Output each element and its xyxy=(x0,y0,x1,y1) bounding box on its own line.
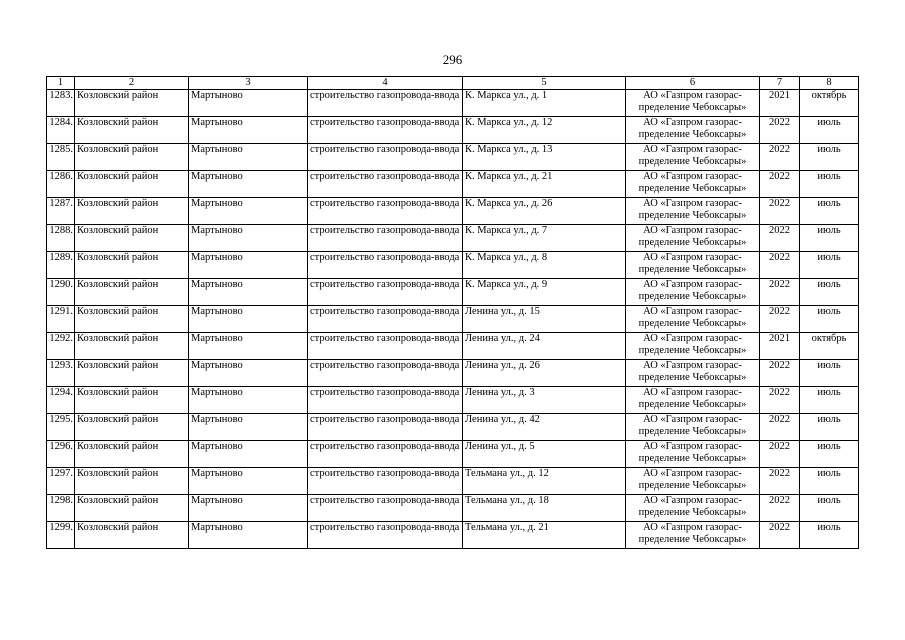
month-cell: июль xyxy=(800,468,859,495)
organization-cell: АО «Газпром газорас-пределение Чебоксары» xyxy=(626,441,760,468)
month-cell: июль xyxy=(800,117,859,144)
district-cell: Козловский район xyxy=(75,522,189,549)
work-type-cell: строительство газопровода-ввода xyxy=(308,360,463,387)
gasification-table xyxy=(46,76,859,549)
year-cell: 2022 xyxy=(760,414,800,441)
work-type-cell: строительство газопровода-ввода xyxy=(308,90,463,117)
address-cell: Тельмана ул., д. 12 xyxy=(463,468,626,495)
locality-cell: Мартыново xyxy=(189,306,308,333)
district-cell: Козловский район xyxy=(75,414,189,441)
year-cell: 2021 xyxy=(760,90,800,117)
address-cell: К. Маркса ул., д. 12 xyxy=(463,117,626,144)
district-cell: Козловский район xyxy=(75,117,189,144)
table-row xyxy=(47,387,859,414)
work-type-cell: строительство газопровода-ввода xyxy=(308,441,463,468)
district-cell: Козловский район xyxy=(75,171,189,198)
locality-cell: Мартыново xyxy=(189,279,308,306)
month-cell: июль xyxy=(800,522,859,549)
column-header: 3 xyxy=(189,77,308,90)
row-number: 1294. xyxy=(47,387,75,414)
work-type-cell: строительство газопровода-ввода xyxy=(308,495,463,522)
year-cell: 2022 xyxy=(760,360,800,387)
locality-cell: Мартыново xyxy=(189,333,308,360)
year-cell: 2022 xyxy=(760,144,800,171)
table-row xyxy=(47,144,859,171)
row-number: 1286. xyxy=(47,171,75,198)
organization-cell: АО «Газпром газорас-пределение Чебоксары» xyxy=(626,495,760,522)
address-cell: Ленина ул., д. 3 xyxy=(463,387,626,414)
work-type-cell: строительство газопровода-ввода xyxy=(308,333,463,360)
district-cell: Козловский район xyxy=(75,252,189,279)
month-cell: июль xyxy=(800,171,859,198)
organization-cell: АО «Газпром газорас-пределение Чебоксары» xyxy=(626,225,760,252)
year-cell: 2022 xyxy=(760,306,800,333)
month-cell: июль xyxy=(800,387,859,414)
table-row xyxy=(47,360,859,387)
month-cell: июль xyxy=(800,144,859,171)
month-cell: июль xyxy=(800,279,859,306)
address-cell: Ленина ул., д. 26 xyxy=(463,360,626,387)
month-cell: октябрь xyxy=(800,90,859,117)
header-row xyxy=(47,77,859,90)
work-type-cell: строительство газопровода-ввода xyxy=(308,279,463,306)
year-cell: 2022 xyxy=(760,198,800,225)
organization-cell: АО «Газпром газорас-пределение Чебоксары» xyxy=(626,144,760,171)
address-cell: Тельмана ул., д. 21 xyxy=(463,522,626,549)
table-row xyxy=(47,198,859,225)
table-row xyxy=(47,90,859,117)
year-cell: 2022 xyxy=(760,387,800,414)
work-type-cell: строительство газопровода-ввода xyxy=(308,252,463,279)
address-cell: К. Маркса ул., д. 13 xyxy=(463,144,626,171)
locality-cell: Мартыново xyxy=(189,225,308,252)
year-cell: 2022 xyxy=(760,225,800,252)
address-cell: К. Маркса ул., д. 7 xyxy=(463,225,626,252)
year-cell: 2022 xyxy=(760,252,800,279)
work-type-cell: строительство газопровода-ввода xyxy=(308,414,463,441)
locality-cell: Мартыново xyxy=(189,90,308,117)
work-type-cell: строительство газопровода-ввода xyxy=(308,387,463,414)
district-cell: Козловский район xyxy=(75,90,189,117)
table-row xyxy=(47,495,859,522)
address-cell: К. Маркса ул., д. 9 xyxy=(463,279,626,306)
district-cell: Козловский район xyxy=(75,144,189,171)
organization-cell: АО «Газпром газорас-пределение Чебоксары» xyxy=(626,414,760,441)
row-number: 1292. xyxy=(47,333,75,360)
column-header: 2 xyxy=(75,77,189,90)
table-body xyxy=(47,90,859,549)
address-cell: Ленина ул., д. 42 xyxy=(463,414,626,441)
organization-cell: АО «Газпром газорас-пределение Чебоксары» xyxy=(626,198,760,225)
locality-cell: Мартыново xyxy=(189,171,308,198)
row-number: 1298. xyxy=(47,495,75,522)
work-type-cell: строительство газопровода-ввода xyxy=(308,144,463,171)
organization-cell: АО «Газпром газорас-пределение Чебоксары» xyxy=(626,387,760,414)
column-header: 7 xyxy=(760,77,800,90)
locality-cell: Мартыново xyxy=(189,414,308,441)
district-cell: Козловский район xyxy=(75,387,189,414)
work-type-cell: строительство газопровода-ввода xyxy=(308,117,463,144)
address-cell: К. Маркса ул., д. 21 xyxy=(463,171,626,198)
row-number: 1296. xyxy=(47,441,75,468)
row-number: 1285. xyxy=(47,144,75,171)
row-number: 1288. xyxy=(47,225,75,252)
district-cell: Козловский район xyxy=(75,468,189,495)
year-cell: 2022 xyxy=(760,279,800,306)
work-type-cell: строительство газопровода-ввода xyxy=(308,198,463,225)
locality-cell: Мартыново xyxy=(189,198,308,225)
organization-cell: АО «Газпром газорас-пределение Чебоксары» xyxy=(626,522,760,549)
year-cell: 2022 xyxy=(760,171,800,198)
year-cell: 2021 xyxy=(760,333,800,360)
district-cell: Козловский район xyxy=(75,198,189,225)
row-number: 1284. xyxy=(47,117,75,144)
district-cell: Козловский район xyxy=(75,333,189,360)
month-cell: июль xyxy=(800,198,859,225)
work-type-cell: строительство газопровода-ввода xyxy=(308,522,463,549)
table-row xyxy=(47,414,859,441)
month-cell: июль xyxy=(800,360,859,387)
locality-cell: Мартыново xyxy=(189,495,308,522)
row-number: 1299. xyxy=(47,522,75,549)
table-row xyxy=(47,441,859,468)
district-cell: Козловский район xyxy=(75,495,189,522)
address-cell: К. Маркса ул., д. 1 xyxy=(463,90,626,117)
locality-cell: Мартыново xyxy=(189,522,308,549)
organization-cell: АО «Газпром газорас-пределение Чебоксары» xyxy=(626,360,760,387)
year-cell: 2022 xyxy=(760,441,800,468)
address-cell: Ленина ул., д. 24 xyxy=(463,333,626,360)
locality-cell: Мартыново xyxy=(189,468,308,495)
district-cell: Козловский район xyxy=(75,360,189,387)
organization-cell: АО «Газпром газорас-пределение Чебоксары» xyxy=(626,252,760,279)
row-number: 1290. xyxy=(47,279,75,306)
year-cell: 2022 xyxy=(760,468,800,495)
locality-cell: Мартыново xyxy=(189,387,308,414)
work-type-cell: строительство газопровода-ввода xyxy=(308,306,463,333)
year-cell: 2022 xyxy=(760,522,800,549)
row-number: 1287. xyxy=(47,198,75,225)
address-cell: Тельмана ул., д. 18 xyxy=(463,495,626,522)
column-header: 6 xyxy=(626,77,760,90)
address-cell: Ленина ул., д. 5 xyxy=(463,441,626,468)
address-cell: Ленина ул., д. 15 xyxy=(463,306,626,333)
table-row xyxy=(47,225,859,252)
month-cell: июль xyxy=(800,225,859,252)
row-number: 1289. xyxy=(47,252,75,279)
column-header: 5 xyxy=(463,77,626,90)
year-cell: 2022 xyxy=(760,117,800,144)
table-row xyxy=(47,252,859,279)
organization-cell: АО «Газпром газорас-пределение Чебоксары» xyxy=(626,171,760,198)
organization-cell: АО «Газпром газорас-пределение Чебоксары» xyxy=(626,468,760,495)
year-cell: 2022 xyxy=(760,495,800,522)
district-cell: Козловский район xyxy=(75,441,189,468)
row-number: 1291. xyxy=(47,306,75,333)
organization-cell: АО «Газпром газорас-пределение Чебоксары» xyxy=(626,117,760,144)
table-row xyxy=(47,468,859,495)
district-cell: Козловский район xyxy=(75,279,189,306)
address-cell: К. Маркса ул., д. 26 xyxy=(463,198,626,225)
table-row xyxy=(47,306,859,333)
month-cell: июль xyxy=(800,414,859,441)
row-number: 1297. xyxy=(47,468,75,495)
organization-cell: АО «Газпром газорас-пределение Чебоксары» xyxy=(626,333,760,360)
table-row xyxy=(47,522,859,549)
organization-cell: АО «Газпром газорас-пределение Чебоксары» xyxy=(626,90,760,117)
column-header: 1 xyxy=(47,77,75,90)
page-number: 296 xyxy=(442,52,463,67)
work-type-cell: строительство газопровода-ввода xyxy=(308,468,463,495)
table-row xyxy=(47,279,859,306)
table-row xyxy=(47,117,859,144)
month-cell: июль xyxy=(800,495,859,522)
locality-cell: Мартыново xyxy=(189,117,308,144)
row-number: 1295. xyxy=(47,414,75,441)
work-type-cell: строительство газопровода-ввода xyxy=(308,225,463,252)
organization-cell: АО «Газпром газорас-пределение Чебоксары» xyxy=(626,306,760,333)
column-header: 8 xyxy=(800,77,859,90)
column-header: 4 xyxy=(308,77,463,90)
address-cell: К. Маркса ул., д. 8 xyxy=(463,252,626,279)
district-cell: Козловский район xyxy=(75,225,189,252)
month-cell: июль xyxy=(800,252,859,279)
locality-cell: Мартыново xyxy=(189,360,308,387)
locality-cell: Мартыново xyxy=(189,144,308,171)
locality-cell: Мартыново xyxy=(189,441,308,468)
month-cell: июль xyxy=(800,441,859,468)
row-number: 1283. xyxy=(47,90,75,117)
table-row xyxy=(47,171,859,198)
row-number: 1293. xyxy=(47,360,75,387)
table-row xyxy=(47,333,859,360)
organization-cell: АО «Газпром газорас-пределение Чебоксары» xyxy=(626,279,760,306)
work-type-cell: строительство газопровода-ввода xyxy=(308,171,463,198)
month-cell: октябрь xyxy=(800,333,859,360)
locality-cell: Мартыново xyxy=(189,252,308,279)
month-cell: июль xyxy=(800,306,859,333)
district-cell: Козловский район xyxy=(75,306,189,333)
